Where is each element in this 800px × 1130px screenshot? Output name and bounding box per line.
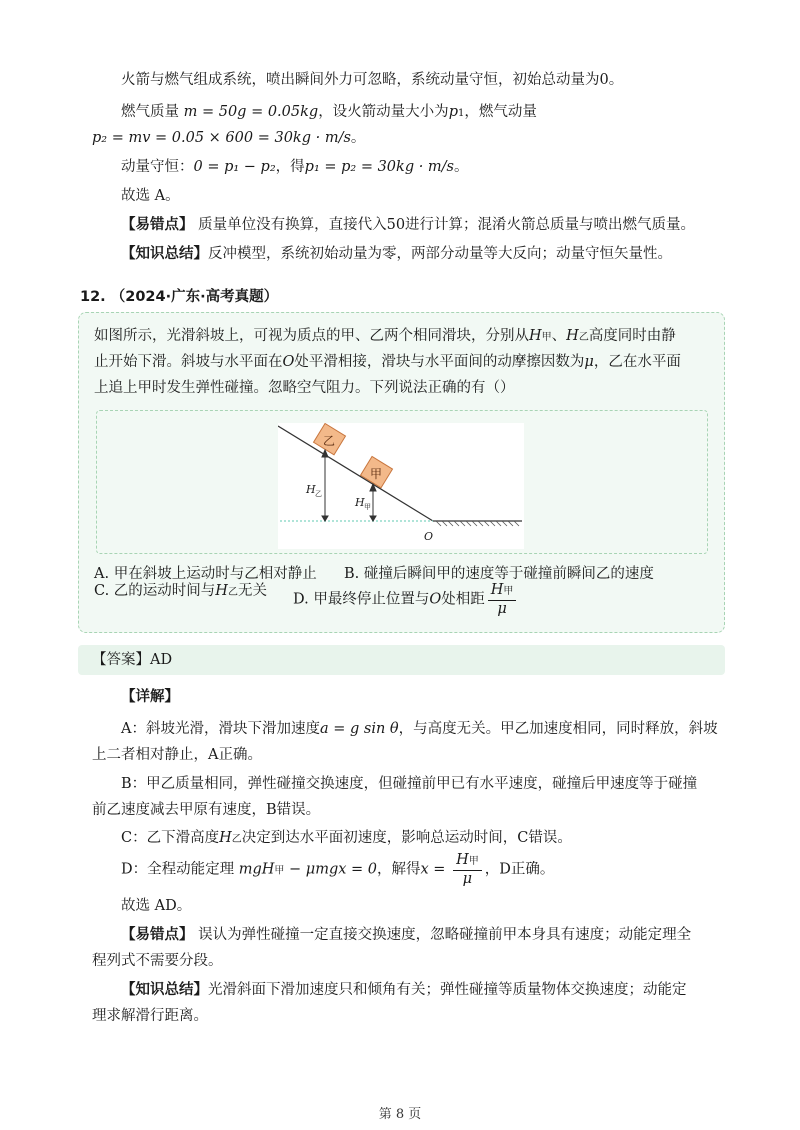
math-symbol: H (456, 852, 469, 868)
math-symbol: H (529, 328, 542, 344)
knowledge-summary-cont: 理求解滑行距离。 (92, 1008, 208, 1024)
knowledge-summary-tag: 【知识总结】 (121, 245, 208, 262)
math-subscript: 甲 (541, 332, 552, 343)
text-span: ，设火箭动量大小为 (318, 104, 449, 120)
label-H-jia-sub: 甲 (364, 503, 371, 511)
question-stem-line (94, 325, 676, 349)
label-H-yi-sub: 乙 (315, 490, 322, 498)
label-O: O (424, 530, 434, 543)
option-b: B. 碰撞后瞬间甲的速度等于碰撞前瞬间乙的速度 (344, 566, 654, 582)
text-span: A：斜坡光滑，滑块下滑加速度 (121, 721, 320, 737)
label-H-yi: H (306, 483, 316, 496)
text-span: C. 乙的运动时间与 (94, 583, 216, 599)
detail-tag: 【详解】 (121, 688, 179, 705)
error-point-text: 质量单位没有换算，直接代入50进行计算；混淆火箭总质量与喷出燃气质量。 (193, 217, 696, 233)
text-line (121, 156, 469, 178)
text-line: 故选 A。 (121, 188, 180, 204)
question-header: 12. （2024·广东·高考真题） (80, 289, 279, 305)
text-span: D. 甲最终停止位置与 (293, 591, 430, 608)
incline-figure (278, 423, 524, 549)
math-expression: m = 50g = 0.05kg (183, 104, 319, 120)
math-expression: 0 = p₁ − p₂ (193, 159, 276, 175)
option-d (293, 582, 519, 617)
math-expression: a = g sin θ (319, 721, 399, 737)
math-symbol: O (282, 354, 295, 370)
text-span: ，燃气动量 (464, 104, 537, 120)
detail-b-cont: 前乙速度减去甲原有速度，B错误。 (92, 802, 321, 818)
math-subscript: 乙 (227, 587, 238, 598)
text-span: 、 (551, 328, 567, 344)
knowledge-summary-text: 光滑斜面下滑加速度只和倾角有关；弹性碰撞等质量物体交换速度；动能定 (208, 982, 687, 998)
math-subscript: 乙 (578, 332, 589, 343)
math-symbol: μ (497, 601, 507, 617)
label-H-jia: H (355, 496, 365, 509)
text-span: 动量守恒： (121, 159, 194, 175)
error-point-text: 误认为弹性碰撞一定直接交换速度，忽略碰撞前甲本身具有速度；动能定理全 (193, 927, 692, 943)
detail-a-cont: 上二者相对静止，A正确。 (92, 747, 262, 763)
text-span: ，乙在水平面 (593, 354, 681, 370)
page-number: 第 8 页 (378, 1107, 422, 1122)
text-span: ，与高度无关。甲乙加速度相同，同时释放，斜坡 (398, 721, 718, 737)
knowledge-summary-tag: 【知识总结】 (121, 981, 208, 998)
text-span: ，得 (275, 159, 305, 175)
incline-diagram (278, 423, 524, 549)
error-point-tag: 【易错点】 (121, 216, 194, 233)
text-span: 处相距 (441, 591, 485, 608)
math-symbol: μ (584, 354, 594, 370)
text-span: 无关 (237, 583, 267, 599)
detail-d (121, 852, 554, 889)
math-subscript: 1 (457, 108, 465, 119)
fraction (488, 582, 517, 617)
math-expression: x = (420, 861, 451, 878)
text-span: D：全程动能定理 (121, 861, 239, 878)
detail-b: B：甲乙质量相同，弹性碰撞交换速度，但碰撞前甲已有水平速度，碰撞后甲速度等于碰撞 (121, 776, 698, 792)
math-symbol: μ (462, 871, 473, 887)
error-point (121, 214, 695, 236)
text-span: 处平滑相接，滑块与水平面间的动摩擦因数为 (294, 354, 585, 370)
math-symbol: H (215, 583, 228, 599)
error-point-cont: 程列式不需要分段。 (92, 953, 223, 969)
text-span: C：乙下滑高度 (121, 830, 220, 846)
math-expression: − μmgx = 0 (284, 861, 378, 878)
ground-hatching (436, 521, 519, 526)
knowledge-summary (121, 979, 687, 1001)
arrowhead (370, 516, 376, 521)
option-a: A. 甲在斜坡上运动时与乙相对静止 (94, 566, 317, 582)
math-subscript: 甲 (468, 856, 479, 867)
math-symbol: p (448, 104, 458, 120)
text-line (121, 101, 537, 125)
math-expression: p₁ = p₂ = 30kg · m/s (304, 159, 455, 175)
math-symbol: O (429, 591, 442, 608)
math-symbol: H (219, 830, 232, 846)
arrowhead (322, 516, 328, 521)
text-span: ，解得 (377, 861, 421, 878)
block-jia-label: 甲 (369, 467, 383, 481)
option-c (94, 580, 267, 604)
math-symbol: H (490, 582, 504, 598)
text-span: 燃气质量 (121, 104, 184, 120)
text-span: 止开始下滑。斜坡与水平面在 (94, 354, 283, 370)
text-span: 。 (350, 130, 366, 146)
text-span: 高度同时由静 (588, 328, 676, 344)
math-subscript: 甲 (503, 586, 514, 597)
math-subscript: 乙 (231, 834, 242, 845)
math-expression: mgH (238, 861, 275, 878)
block-yi-label: 乙 (322, 434, 336, 448)
text-line: 火箭与燃气组成系统，喷出瞬间外力可忽略，系统动量守恒，初始总动量为0。 (121, 72, 624, 88)
question-stem-line: 上追上甲时发生弹性碰撞。忽略空气阻力。下列说法正确的有（） (94, 380, 515, 396)
math-expression: p₂ = mv = 0.05 × 600 = 30kg · m/s (92, 130, 351, 146)
error-point (121, 924, 691, 946)
text-span: 决定到达水平面初速度，影响总运动时间，C错误。 (241, 830, 572, 846)
text-span: 。 (454, 159, 469, 175)
detail-c (121, 827, 572, 851)
answer-bar (78, 645, 725, 675)
fraction (453, 852, 482, 887)
knowledge-summary-text: 反冲模型，系统初始动量为零，两部分动量等大反向；动量守恒矢量性。 (208, 246, 672, 262)
text-span: 如图所示，光滑斜坡上，可视为质点的甲、乙两个相同滑块，分别从 (94, 328, 529, 344)
math-symbol: H (566, 328, 579, 344)
answer-label: 【答案】AD (92, 652, 173, 668)
math-subscript: 甲 (274, 865, 285, 877)
text-span: ，D正确。 (484, 861, 555, 878)
question-stem-line (94, 351, 681, 373)
detail-a (121, 718, 718, 740)
final-choice: 故选 AD。 (121, 898, 192, 914)
text-line (92, 127, 365, 149)
knowledge-summary (121, 243, 672, 265)
error-point-tag: 【易错点】 (121, 926, 194, 943)
